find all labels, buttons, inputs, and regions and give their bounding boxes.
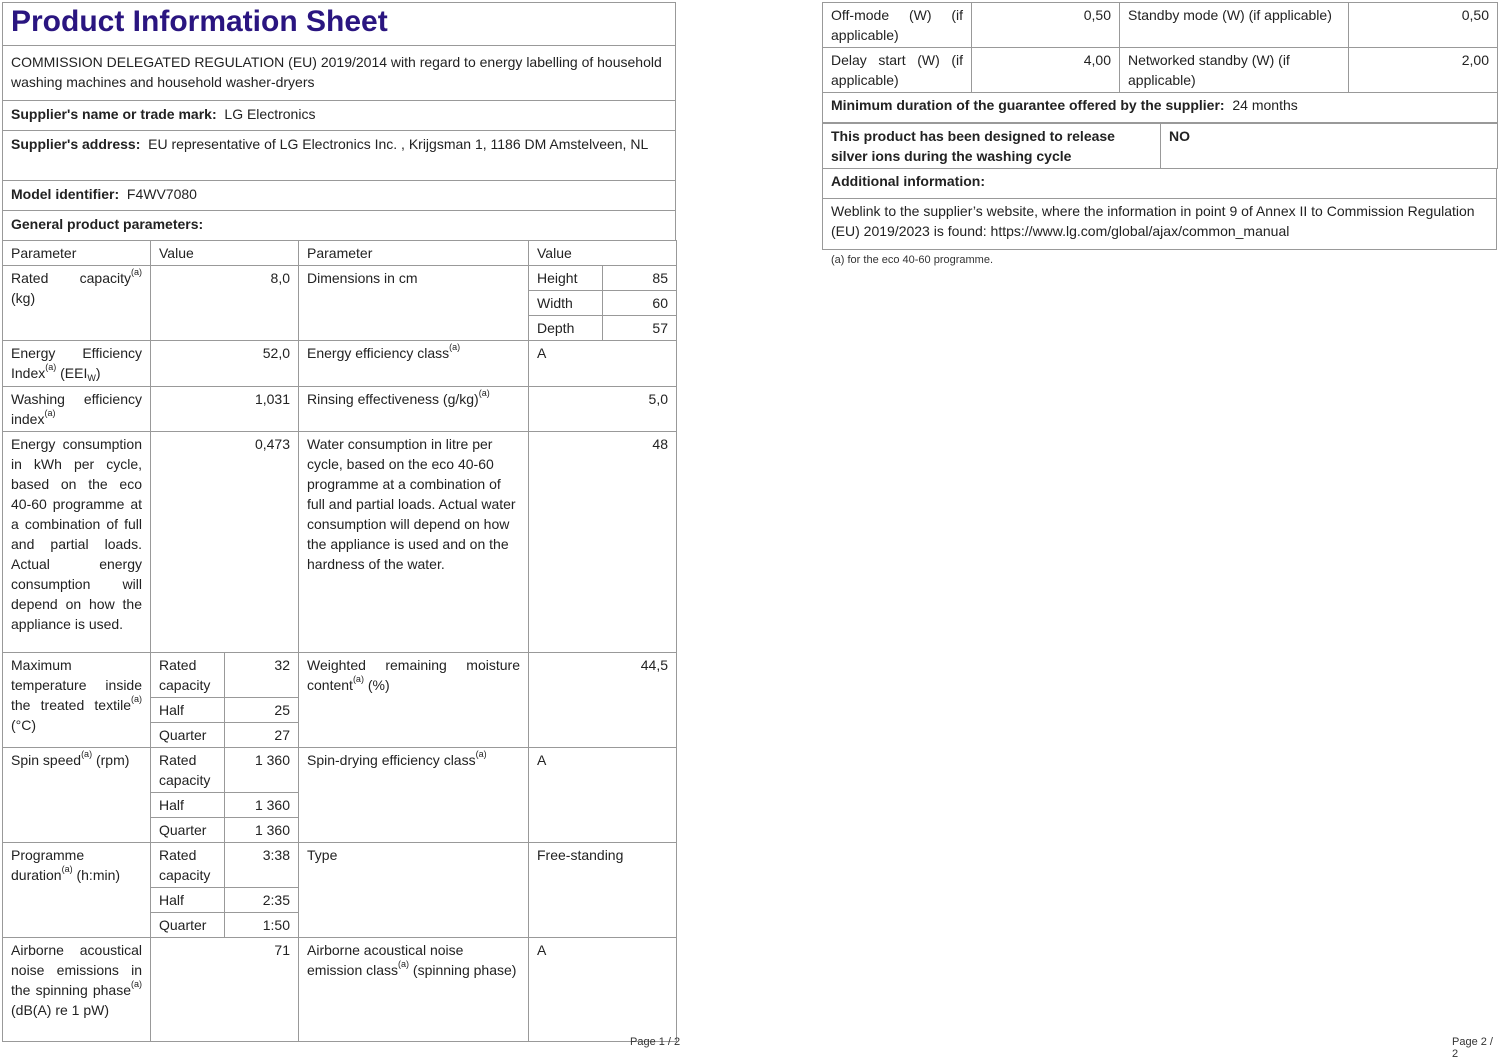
silver-table (822, 123, 1498, 169)
label: Supplier's name or trade mark: (11, 106, 217, 122)
standby-label: Standby mode (W) (if applicable) (1120, 3, 1349, 48)
noise-value: 71 (151, 938, 299, 1042)
networked-value: 2,00 (1349, 48, 1498, 93)
table-row (3, 653, 677, 698)
page-title: Product Information Sheet (2, 2, 676, 45)
washing-value: 1,031 (151, 387, 299, 432)
silver-label: This product has been designed to release silver ions during the washing cycle (823, 124, 1161, 169)
guarantee: Minimum duration of the guarantee offered by the supplier: 24 months (823, 93, 1498, 123)
rated-value: 1 360 (225, 748, 299, 793)
capacity-value: 8,0 (151, 266, 299, 341)
header-parameter: Parameter (3, 241, 151, 266)
noiseclass-value: A (529, 938, 677, 1042)
rated-value: 32 (225, 653, 299, 698)
duration-label: Programme duration$^{(a)}$ (h:min) (3, 843, 151, 938)
page-2 (822, 2, 1497, 266)
quarter-label: Quarter (151, 723, 225, 748)
rinsing-label: Rinsing effectiveness $(g/kg)^{(a)}$ (299, 387, 529, 432)
width-label: Width (529, 291, 603, 316)
width-value: 60 (603, 291, 677, 316)
eei-label: Energy Efficiency Index$^{(a)}$ (EEIW) (3, 341, 151, 387)
spinclass-value: A (529, 748, 677, 843)
moisture-label: Weighted remaining moisture content$^{(a)}$ (%) (299, 653, 529, 748)
height-value: 85 (603, 266, 677, 291)
type-value: Free-standing (529, 843, 677, 938)
half-value: 25 (225, 698, 299, 723)
moisture-value: 44,5 (529, 653, 677, 748)
table-row (3, 748, 677, 793)
supplier-name (2, 100, 676, 130)
noiseclass-label: Airborne acoustical noise emission class$^{(a)}$ (spinning phase) (299, 938, 529, 1042)
supplier-address (2, 130, 676, 180)
half-label: Half (151, 888, 225, 913)
value: EU representative of LG Electronics Inc. , Krijgsman 1, 1186 DM Amstelveen, NL (148, 136, 649, 152)
dimensions-label: Dimensions in cm (299, 266, 529, 341)
offmode-label: Off-mode (W) (if applicable) (823, 3, 972, 48)
table-row (3, 432, 677, 653)
energy-value: 0,473 (151, 432, 299, 653)
capacity-label: Rated capacity$^{(a)}$ (kg) (3, 266, 151, 341)
spinclass-label: Spin-drying efficiency class$^{(a)}$ (299, 748, 529, 843)
delay-value: 4,00 (972, 48, 1120, 93)
table-row (3, 266, 677, 291)
water-label: Water consumption in litre per cycle, based on the eco 40-60 programme at a combination of full and partial loads. Actual water consumption will depend on how the appliance is used and on the hardness of the water. (299, 432, 529, 653)
depth-value: 57 (603, 316, 677, 341)
model-identifier (2, 180, 676, 210)
header-value: Value (151, 241, 299, 266)
header-value: Value (529, 241, 677, 266)
header-parameter: Parameter (299, 241, 529, 266)
regulation-text: COMMISSION DELEGATED REGULATION (EU) 2019/2014 with regard to energy labelling of household washing machines and household washer-dryers (2, 45, 676, 100)
quarter-value: 1:50 (225, 913, 299, 938)
table-row (823, 93, 1498, 123)
table-row (823, 3, 1498, 48)
eclass-value: A (529, 341, 677, 387)
height-label: Height (529, 266, 603, 291)
half-label: Half (151, 793, 225, 818)
noise-label: Airborne acoustical noise emissions in the spinning phase$^{(a)}$ (dB(A) re 1 pW) (3, 938, 151, 1042)
table-row (3, 938, 677, 1042)
energy-label: Energy consumption in kWh per cycle, based on the eco 40-60 programme at a combination of full and partial loads. Actual energy consumption will depend on how the appliance is used. (3, 432, 151, 653)
networked-label: Networked standby (W) (if applicable) (1120, 48, 1349, 93)
footnote: (a) for the eco 40-60 programme. (831, 253, 994, 266)
quarter-value: 1 360 (225, 818, 299, 843)
eclass-label: Energy efficiency class$^{(a)}$ (299, 341, 529, 387)
table-row (3, 387, 677, 432)
water-value: 48 (529, 432, 677, 653)
page-number: Page 1 / 2 (630, 1036, 681, 1048)
eei-value: 52,0 (151, 341, 299, 387)
parameters-table (2, 240, 677, 1042)
rated-label: Rated capacity (151, 843, 225, 888)
quarter-label: Quarter (151, 818, 225, 843)
rated-value: 3:38 (225, 843, 299, 888)
rated-label: Rated capacity (151, 748, 225, 793)
table-row (3, 843, 677, 888)
half-value: 1 360 (225, 793, 299, 818)
quarter-value: 27 (225, 723, 299, 748)
offmode-value: 0,50 (972, 3, 1120, 48)
silver-value: NO (1161, 124, 1498, 169)
table-row (823, 124, 1498, 169)
additional-table (822, 169, 1497, 250)
label: Model identifier: (11, 186, 120, 202)
standby-value: 0,50 (1349, 3, 1498, 48)
spin-label: Spin speed$^{(a)}$ (rpm) (3, 748, 151, 843)
value: LG Electronics (224, 106, 316, 122)
weblink-text: Weblink to the supplier’s website, where the information in point 9 of Annex II to Commission Regulation (EU) 2019/2023 is found: https://www.lg.com/global/ajax/common_manual (823, 198, 1497, 249)
table-row (3, 341, 677, 387)
rated-label: Rated capacity (151, 653, 225, 698)
delay-label: Delay start (W) (if applicable) (823, 48, 972, 93)
temp-label: Maximum temperature inside the treated textile$^{(a)}$ (°C) (3, 653, 151, 748)
page-1 (2, 2, 676, 1042)
rinsing-value: 5,0 (529, 387, 677, 432)
type-label: Type (299, 843, 529, 938)
depth-label: Depth (529, 316, 603, 341)
table-row (823, 48, 1498, 93)
table-header (3, 241, 677, 266)
washing-label: Washing efficiency index$^{(a)}$ (3, 387, 151, 432)
additional-heading: Additional information: (823, 169, 1497, 198)
quarter-label: Quarter (151, 913, 225, 938)
general-heading (2, 210, 676, 240)
half-label: Half (151, 698, 225, 723)
power-table (822, 2, 1498, 123)
value: F4WV7080 (126, 186, 197, 202)
label: Supplier's address: (11, 136, 141, 152)
label: General product parameters: (11, 216, 204, 232)
half-value: 2:35 (225, 888, 299, 913)
page-number: Page 2 / 2 (1452, 1036, 1493, 1060)
